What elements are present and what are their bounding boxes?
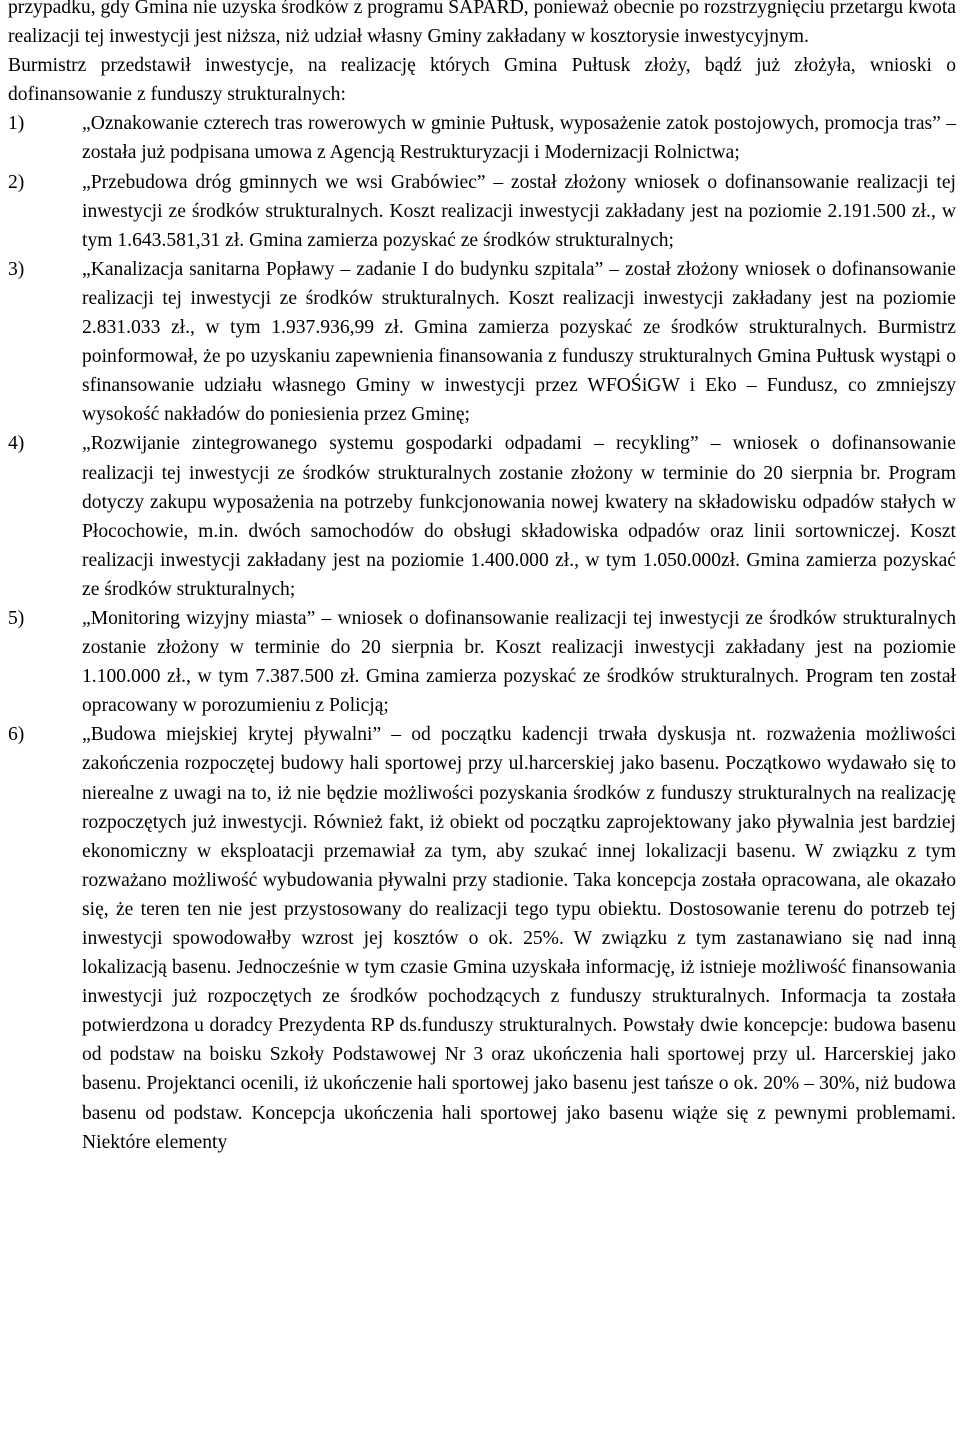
list-item-text: „Rozwijanie zintegrowanego systemu gospodarki odpadami – recykling” – wniosek o dofinansowanie realizacji tej inwestycji ze środków strukturalnych zostanie złożony w terminie do 20 sierpnia br. Program dotyczy zakupu wyposażenia na potrzeby funkcjonowania nowej kwatery na składowisku odpadów stałych w Płocochowie, m.in. dwóch samochodów do obsługi składowiska odpadów oraz linii sortowniczej. Koszt realizacji inwestycji zakładany jest na poziomie 1.400.000 zł., w tym 1.050.000zł. Gmina zamierza pozyskać ze środków strukturalnych; xyxy=(82,433,956,600)
list-item xyxy=(8,429,956,604)
list-item xyxy=(8,255,956,430)
intro-section xyxy=(8,0,956,109)
list-item-text: „Budowa miejskiej krytej pływalni” – od początku kadencji trwała dyskusja nt. rozważenia możliwości zakończenia rozpoczętej budowy hali sportowej przy ul.harcerskiej jako basenu. Początkowo wydawało się to nierealne z uwagi na to, iż nie będzie możliwości pozyskania środków z funduszy strukturalnych na realizację rozpoczętych już inwestycji. Również fakt, iż obiekt od początku zaprojektowany jako pływalnia jest bardziej ekonomiczny w eksploatacji przemawiał za tym, aby szukać innej lokalizacji basenu. W związku z tym rozważano możliwość wybudowania pływalni przy stadionie. Taka koncepcja została opracowana, ale okazało się, że teren ten nie jest przystosowany do realizacji tego typu obiektu. Dostosowanie terenu do potrzeb tej inwestycji spowodowałby wzrost jej kosztów o ok. 25%. W związku z tym zastanawiano się nad inną lokalizacją basenu. Jednocześnie w tym czasie Gmina uzyskała informację, iż istnieje możliwość finansowania inwestycji już rozpoczętych ze środków pochodzących z funduszy strukturalnych. Informacja ta została potwierdzona u doradcy Prezydenta RP ds.funduszy strukturalnych. Powstały dwie koncepcje: budowa basenu od podstaw na boisku Szkoły Podstawowej Nr 3 oraz ukończenia hali sportowej przy ul. Harcerskiej jako basenu. Projektanci ocenili, iż ukończenie hali sportowej jako basenu jest tańsze o ok. 20% – 30%, niż budowa basenu od podstaw. Koncepcja ukończenia hali sportowej jako basenu wiąże się z pewnymi problemami. Niektóre elementy xyxy=(82,724,956,1153)
investment-list xyxy=(8,109,956,1156)
list-item xyxy=(8,168,956,255)
list-item-number: 5) xyxy=(8,607,25,629)
list-item xyxy=(8,604,956,720)
list-item-text: „Oznakowanie czterech tras rowerowych w gminie Pułtusk, wyposażenie zatok postojowych, promocja tras” – została już podpisana umowa z Agencją Restrukturyzacji i Modernizacji Rolnictwa; xyxy=(82,113,956,164)
list-item-number: 3) xyxy=(8,258,25,280)
intro-paragraph-continuation: przypadku, gdy Gmina nie uzyska środków z programu SAPARD, ponieważ obecnie po rozstrzygnięciu przetargu kwota realizacji tej inwestycji jest niższa, niż udział własny Gminy zakładany w kosztorysie inwestycyjnym. xyxy=(8,0,956,48)
list-item-text: „Kanalizacja sanitarna Popławy – zadanie I do budynku szpitala” – został złożony wniosek o dofinansowanie realizacji tej inwestycji ze środków strukturalnych. Koszt realizacji inwestycji zakładany jest na poziomie 2.831.033 zł., w tym 1.937.936,99 zł. Gmina zamierza pozyskać ze środków strukturalnych. Burmistrz poinformował, że po uzyskaniu zapewnienia finansowania z funduszy strukturalnych Gmina Pułtusk wystąpi o sfinansowanie udziału własnego Gminy w inwestycji przez WFOŚiGW i Eko – Fundusz, co zmniejszy wysokość nakładów do poniesienia przez Gminę; xyxy=(82,258,956,426)
list-item-text: „Przebudowa dróg gminnych we wsi Grabówiec” – został złożony wniosek o dofinansowanie realizacji tej inwestycji ze środków strukturalnych. Koszt realizacji inwestycji zakładany jest na poziomie 2.191.500 zł., w tym 1.643.581,31 zł. Gmina zamierza pozyskać ze środków strukturalnych; xyxy=(82,171,956,251)
list-item-number: 6) xyxy=(8,724,25,746)
list-item xyxy=(8,720,956,1156)
list-item-text: „Monitoring wizyjny miasta” – wniosek o dofinansowanie realizacji tej inwestycji ze środków strukturalnych zostanie złożony w terminie do 20 sierpnia br. Koszt realizacji inwestycji zakładany jest na poziomie 1.100.000 zł., w tym 7.387.500 zł. Gmina zamierza pozyskać ze środków strukturalnych. Program ten został opracowany w porozumieniu z Policją; xyxy=(82,607,956,717)
list-item-number: 4) xyxy=(8,433,25,455)
list-item xyxy=(8,109,956,167)
list-item-number: 2) xyxy=(8,171,25,193)
list-item-number: 1) xyxy=(8,113,25,135)
intro-paragraph-burmistrz: Burmistrz przedstawił inwestycje, na realizację których Gmina Pułtusk złoży, bądź już złożyła, wnioski o dofinansowanie z funduszy strukturalnych: xyxy=(8,55,956,106)
